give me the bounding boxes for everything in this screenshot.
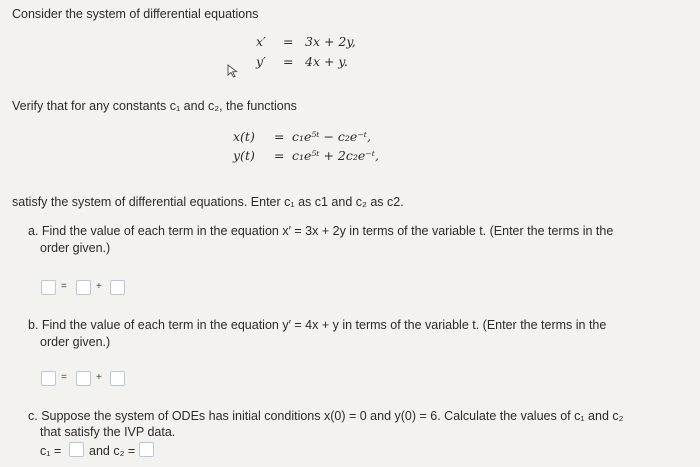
part-a-term2-input[interactable] xyxy=(110,280,125,295)
part-b-question-line-2: order given.) xyxy=(40,335,111,349)
c1-label: c₁ = xyxy=(40,444,62,458)
c2-input[interactable] xyxy=(139,442,154,457)
intro-text: Consider the system of differential equations xyxy=(12,7,259,21)
part-c-question-line-2: that satisfy the IVP data. xyxy=(40,425,176,439)
system-eq-1: = xyxy=(283,34,294,49)
system-rhs-1: 3x + 2y, xyxy=(305,34,356,49)
solution-eq-2: = xyxy=(274,148,285,163)
solution-eq-1: = xyxy=(274,129,285,144)
solution-rhs-1: c₁e⁵ᵗ − c₂e⁻ᵗ, xyxy=(292,129,371,144)
part-a-question-line-2: order given.) xyxy=(40,241,111,255)
part-c-question-line-1: c. Suppose the system of ODEs has initial conditions x(0) = 0 and y(0) = 6. Calculate the values of c₁ and c₂ xyxy=(28,409,624,423)
part-b-equals-sign: = xyxy=(61,372,67,383)
c1-input[interactable] xyxy=(69,442,84,457)
part-a-term1-input[interactable] xyxy=(76,280,91,295)
part-a-question-line-1: a. Find the value of each term in the equation x′ = 3x + 2y in terms of the variable t. (Enter the terms in the xyxy=(28,224,614,238)
part-b-term1-input[interactable] xyxy=(76,371,91,386)
system-lhs-1: x′ xyxy=(256,34,266,49)
solution-rhs-2: c₁e⁵ᵗ + 2c₂e⁻ᵗ, xyxy=(292,148,379,163)
solution-lhs-2: y(t) xyxy=(233,148,255,163)
satisfy-text: satisfy the system of differential equations. Enter c₁ as c1 and c₂ as c2. xyxy=(12,195,404,209)
system-lhs-2: y′ xyxy=(256,54,266,69)
part-a-plus-sign: + xyxy=(96,281,102,292)
system-rhs-2: 4x + y. xyxy=(305,54,348,69)
c2-label: and c₂ = xyxy=(89,444,136,458)
mouse-cursor-icon xyxy=(227,64,239,78)
solution-lhs-1: x(t) xyxy=(233,129,255,144)
system-eq-2: = xyxy=(283,54,294,69)
part-b-question-line-1: b. Find the value of each term in the equation y′ = 4x + y in terms of the variable t. (Enter the terms in the xyxy=(28,318,607,332)
verify-text: Verify that for any constants c₁ and c₂, the functions xyxy=(12,99,297,113)
part-b-lhs-input[interactable] xyxy=(41,371,56,386)
part-a-lhs-input[interactable] xyxy=(41,280,56,295)
part-b-plus-sign: + xyxy=(96,372,102,383)
part-a-equals-sign: = xyxy=(61,281,67,292)
part-b-term2-input[interactable] xyxy=(110,371,125,386)
